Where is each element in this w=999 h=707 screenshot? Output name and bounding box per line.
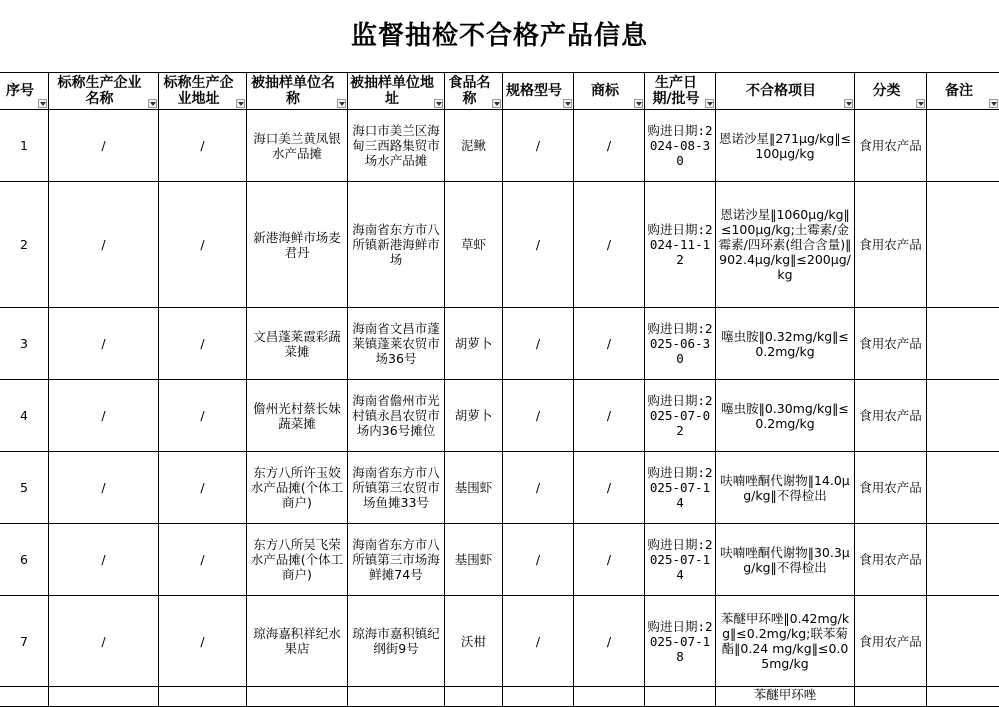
cell-sampled-name: 儋州光村蔡长妹蔬菜摊: [247, 380, 348, 452]
table-row: [0, 524, 999, 596]
cell-food-name: 沃柑: [445, 596, 503, 687]
cell-sampled-name: [247, 687, 348, 707]
cell-mfr-name: /: [49, 596, 159, 687]
header-seq: 序号: [0, 73, 49, 110]
cell-spec: /: [503, 110, 574, 182]
cell-seq: 2: [0, 182, 49, 308]
cell-failed-items: 呋喃唑酮代谢物‖14.0μg/kg‖不得检出: [716, 452, 855, 524]
cell-mfr-name: /: [49, 380, 159, 452]
cell-seq: 5: [0, 452, 49, 524]
cell-date-batch: 购进日期:2025-07-02: [645, 380, 716, 452]
cell-sampled-name: 海口美兰黄凤银水产品摊: [247, 110, 348, 182]
filter-dropdown-icon[interactable]: [989, 99, 998, 108]
cell-food-name: 胡萝卜: [445, 380, 503, 452]
cell-food-name: 泥鳅: [445, 110, 503, 182]
cell-food-name: 基围虾: [445, 452, 503, 524]
cell-failed-items: 噻虫胺‖0.30mg/kg‖≤0.2mg/kg: [716, 380, 855, 452]
cell-brand: /: [574, 380, 645, 452]
cell-sampled-name: 东方八所吴飞荣水产品摊(个体工商户): [247, 524, 348, 596]
cell-sampled-name: 琼海嘉积祥纪水果店: [247, 596, 348, 687]
cell-brand: [574, 687, 645, 707]
cell-mfr-addr: /: [159, 110, 247, 182]
cell-mfr-addr: /: [159, 308, 247, 380]
cell-remarks: [927, 524, 999, 596]
disqualified-products-table: [0, 72, 999, 707]
cell-category: 食用农产品: [855, 524, 927, 596]
header-sampled-addr: 被抽样单位地址: [348, 73, 445, 110]
cell-date-batch: 购进日期:2024-11-12: [645, 182, 716, 308]
cell-date-batch: [645, 687, 716, 707]
table-row: [0, 596, 999, 687]
header-spec: 规格型号: [503, 73, 574, 110]
cell-remarks: [927, 380, 999, 452]
cell-mfr-name: /: [49, 452, 159, 524]
cell-category: [855, 687, 927, 707]
cell-seq: 4: [0, 380, 49, 452]
filter-dropdown-icon[interactable]: [434, 99, 443, 108]
cell-mfr-addr: /: [159, 452, 247, 524]
cell-seq: 7: [0, 596, 49, 687]
header-category: 分类: [855, 73, 927, 110]
cell-spec: /: [503, 182, 574, 308]
cell-sampled-addr: 海口市美兰区海甸三西路集贸市场水产品摊: [348, 110, 445, 182]
cell-category: 食用农产品: [855, 110, 927, 182]
cell-spec: /: [503, 596, 574, 687]
cell-spec: /: [503, 308, 574, 380]
cell-spec: /: [503, 452, 574, 524]
cell-remarks: [927, 687, 999, 707]
cell-date-batch: 购进日期:2024-08-30: [645, 110, 716, 182]
cell-sampled-addr: [348, 687, 445, 707]
cell-category: 食用农产品: [855, 452, 927, 524]
cell-category: 食用农产品: [855, 380, 927, 452]
cell-sampled-addr: 海南省东方市八所镇新港海鲜市场: [348, 182, 445, 308]
filter-dropdown-icon[interactable]: [492, 99, 501, 108]
table-row-partial: [0, 687, 999, 707]
page-title: 监督抽检不合格产品信息: [0, 0, 999, 72]
cell-remarks: [927, 596, 999, 687]
cell-brand: /: [574, 182, 645, 308]
cell-sampled-name: 新港海鲜市场麦君丹: [247, 182, 348, 308]
cell-mfr-name: /: [49, 524, 159, 596]
cell-spec: /: [503, 380, 574, 452]
cell-spec: [503, 687, 574, 707]
cell-remarks: [927, 452, 999, 524]
cell-mfr-addr: [159, 687, 247, 707]
cell-brand: /: [574, 524, 645, 596]
cell-spec: /: [503, 524, 574, 596]
cell-sampled-name: 东方八所许玉姣水产品摊(个体工商户): [247, 452, 348, 524]
cell-failed-items: 苯醚甲环唑: [716, 687, 855, 707]
cell-mfr-addr: /: [159, 380, 247, 452]
filter-dropdown-icon[interactable]: [563, 99, 572, 108]
cell-mfr-addr: /: [159, 596, 247, 687]
header-brand: 商标: [574, 73, 645, 110]
header-mfr-addr: 标称生产企业地址: [159, 73, 247, 110]
filter-dropdown-icon[interactable]: [916, 99, 925, 108]
cell-brand: /: [574, 596, 645, 687]
header-row: [0, 73, 999, 110]
filter-dropdown-icon[interactable]: [236, 99, 245, 108]
cell-seq: 1: [0, 110, 49, 182]
cell-remarks: [927, 308, 999, 380]
cell-food-name: 基围虾: [445, 524, 503, 596]
cell-sampled-addr: 琼海市嘉积镇纪纲街9号: [348, 596, 445, 687]
cell-date-batch: 购进日期:2025-07-14: [645, 524, 716, 596]
cell-failed-items: 恩诺沙星‖271μg/kg‖≤100μg/kg: [716, 110, 855, 182]
cell-category: 食用农产品: [855, 182, 927, 308]
header-food-name: 食品名称: [445, 73, 503, 110]
cell-food-name: 胡萝卜: [445, 308, 503, 380]
cell-sampled-name: 文昌蓬莱霞彩蔬菜摊: [247, 308, 348, 380]
cell-date-batch: 购进日期:2025-07-14: [645, 452, 716, 524]
cell-sampled-addr: 海南省文昌市蓬莱镇蓬莱农贸市场36号: [348, 308, 445, 380]
table-row: [0, 452, 999, 524]
cell-seq: 3: [0, 308, 49, 380]
filter-dropdown-icon[interactable]: [337, 99, 346, 108]
filter-dropdown-icon[interactable]: [844, 99, 853, 108]
cell-mfr-addr: /: [159, 524, 247, 596]
cell-brand: /: [574, 452, 645, 524]
cell-failed-items: 呋喃唑酮代谢物‖30.3μg/kg‖不得检出: [716, 524, 855, 596]
header-failed-items: 不合格项目: [716, 73, 855, 110]
filter-dropdown-icon[interactable]: [705, 99, 714, 108]
cell-food-name: [445, 687, 503, 707]
header-remarks: 备注: [927, 73, 999, 110]
cell-brand: /: [574, 308, 645, 380]
cell-date-batch: 购进日期:2025-06-30: [645, 308, 716, 380]
cell-sampled-addr: 海南省东方市八所镇第三农贸市场鱼摊33号: [348, 452, 445, 524]
header-sampled-name: 被抽样单位名称: [247, 73, 348, 110]
cell-date-batch: 购进日期:2025-07-18: [645, 596, 716, 687]
cell-mfr-name: /: [49, 308, 159, 380]
header-mfr-name: 标称生产企业名称: [49, 73, 159, 110]
header-date-batch: 生产日期/批号: [645, 73, 716, 110]
cell-seq: [0, 687, 49, 707]
table-row: [0, 182, 999, 308]
filter-dropdown-icon[interactable]: [148, 99, 157, 108]
cell-seq: 6: [0, 524, 49, 596]
cell-brand: /: [574, 110, 645, 182]
cell-mfr-name: /: [49, 110, 159, 182]
cell-category: 食用农产品: [855, 596, 927, 687]
table-row: [0, 308, 999, 380]
cell-failed-items: 恩诺沙星‖1060μg/kg‖≤100μg/kg;土霉素/金霉素/四环素(组合含量)‖902.4μg/kg‖≤200μg/kg: [716, 182, 855, 308]
cell-failed-items: 苯醚甲环唑‖0.42mg/kg‖≤0.2mg/kg;联苯菊酯‖0.24 mg/kg‖≤0.05mg/kg: [716, 596, 855, 687]
cell-failed-items: 噻虫胺‖0.32mg/kg‖≤0.2mg/kg: [716, 308, 855, 380]
cell-remarks: [927, 110, 999, 182]
cell-mfr-name: /: [49, 182, 159, 308]
filter-dropdown-icon[interactable]: [634, 99, 643, 108]
cell-category: 食用农产品: [855, 308, 927, 380]
cell-mfr-name: [49, 687, 159, 707]
cell-sampled-addr: 海南省东方市八所镇第三市场海鲜摊74号: [348, 524, 445, 596]
table-row: [0, 110, 999, 182]
cell-mfr-addr: /: [159, 182, 247, 308]
table-row: [0, 380, 999, 452]
cell-food-name: 草虾: [445, 182, 503, 308]
filter-dropdown-icon[interactable]: [38, 99, 47, 108]
cell-remarks: [927, 182, 999, 308]
cell-sampled-addr: 海南省儋州市光村镇永昌农贸市场内36号摊位: [348, 380, 445, 452]
